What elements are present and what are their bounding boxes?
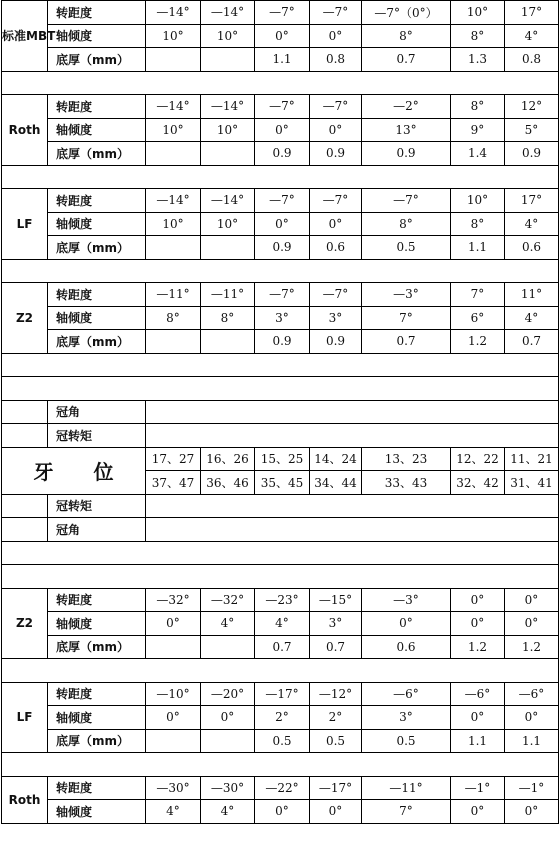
value-cell bbox=[146, 236, 201, 260]
value-cell: 0.8 bbox=[505, 48, 559, 72]
lower-tooth-number: 36、46 bbox=[201, 471, 255, 495]
empty-span-cell bbox=[146, 400, 559, 424]
value-cell: —3° bbox=[362, 588, 451, 612]
value-cell: —14° bbox=[146, 95, 201, 119]
value-cell: 0.9 bbox=[255, 236, 310, 260]
value-cell: 0.7 bbox=[362, 48, 451, 72]
empty-cell bbox=[2, 494, 48, 518]
table-row bbox=[2, 588, 559, 612]
value-cell: 8° bbox=[451, 95, 505, 119]
value-cell: 0° bbox=[201, 706, 255, 730]
row-label: 转距度 bbox=[48, 588, 146, 612]
separator-row bbox=[2, 565, 559, 589]
value-cell: —17° bbox=[310, 776, 362, 800]
value-cell: 2° bbox=[255, 706, 310, 730]
upper-tooth-number: 12、22 bbox=[451, 447, 505, 471]
row-label: 轴倾度 bbox=[48, 118, 146, 142]
value-cell: 0.6 bbox=[505, 236, 559, 260]
lower-tooth-number: 34、44 bbox=[310, 471, 362, 495]
row-label: 轴倾度 bbox=[48, 212, 146, 236]
value-cell: —14° bbox=[146, 1, 201, 25]
value-cell: 0.9 bbox=[255, 330, 310, 354]
value-cell: —12° bbox=[310, 682, 362, 706]
row-label: 底厚（mm） bbox=[48, 142, 146, 166]
value-cell: 8° bbox=[146, 306, 201, 330]
empty-cell bbox=[2, 518, 48, 542]
value-cell: 0° bbox=[146, 706, 201, 730]
value-cell: 3° bbox=[310, 612, 362, 636]
value-cell: —6° bbox=[451, 682, 505, 706]
row-label: 转距度 bbox=[48, 95, 146, 119]
value-cell: 10° bbox=[201, 118, 255, 142]
value-cell: 0° bbox=[255, 118, 310, 142]
value-cell: 0° bbox=[310, 118, 362, 142]
value-cell: 3° bbox=[310, 306, 362, 330]
value-cell: —2° bbox=[362, 95, 451, 119]
row-label: 底厚（mm） bbox=[48, 330, 146, 354]
table-row bbox=[2, 494, 559, 518]
value-cell: 4° bbox=[255, 612, 310, 636]
table-row bbox=[2, 118, 559, 142]
value-cell: —22° bbox=[255, 776, 310, 800]
value-cell: —30° bbox=[201, 776, 255, 800]
empty-separator-cell bbox=[2, 753, 559, 777]
value-cell: —14° bbox=[146, 189, 201, 213]
empty-separator-cell bbox=[2, 659, 559, 683]
empty-separator-cell bbox=[2, 165, 559, 189]
empty-separator-cell bbox=[2, 541, 559, 565]
tooth-position-row bbox=[2, 447, 559, 471]
table-body bbox=[2, 1, 559, 824]
value-cell: 3° bbox=[255, 306, 310, 330]
value-cell bbox=[201, 236, 255, 260]
value-cell: 0.6 bbox=[362, 635, 451, 659]
value-cell: 8° bbox=[451, 24, 505, 48]
upper-tooth-number: 13、23 bbox=[362, 447, 451, 471]
empty-span-cell bbox=[146, 494, 559, 518]
row-label: 转距度 bbox=[48, 189, 146, 213]
value-cell: 6° bbox=[451, 306, 505, 330]
value-cell: —11° bbox=[201, 283, 255, 307]
value-cell: —23° bbox=[255, 588, 310, 612]
value-cell: 0° bbox=[451, 612, 505, 636]
crown-angle-label: 冠角 bbox=[48, 518, 146, 542]
value-cell: —7° bbox=[255, 189, 310, 213]
value-cell: 0.9 bbox=[310, 330, 362, 354]
value-cell: —3° bbox=[362, 283, 451, 307]
value-cell: —6° bbox=[505, 682, 559, 706]
table-row bbox=[2, 95, 559, 119]
value-cell: —7° bbox=[255, 1, 310, 25]
row-label: 转距度 bbox=[48, 776, 146, 800]
crown-angle-label: 冠角 bbox=[48, 400, 146, 424]
table-row bbox=[2, 682, 559, 706]
value-cell: 4° bbox=[505, 24, 559, 48]
value-cell: —32° bbox=[201, 588, 255, 612]
value-cell: 17° bbox=[505, 189, 559, 213]
row-label: 轴倾度 bbox=[48, 706, 146, 730]
row-label: 转距度 bbox=[48, 283, 146, 307]
table-row bbox=[2, 283, 559, 307]
value-cell: —7° bbox=[310, 95, 362, 119]
value-cell: —7° bbox=[310, 1, 362, 25]
value-cell: 7° bbox=[362, 800, 451, 824]
table-row bbox=[2, 800, 559, 824]
bracket-prescription-table bbox=[1, 0, 559, 824]
table-row bbox=[2, 142, 559, 166]
table-row bbox=[2, 400, 559, 424]
value-cell: —7° bbox=[310, 189, 362, 213]
value-cell: 0.7 bbox=[505, 330, 559, 354]
empty-separator-cell bbox=[2, 71, 559, 95]
value-cell: 1.1 bbox=[451, 236, 505, 260]
value-cell: 4° bbox=[201, 612, 255, 636]
value-cell: 0° bbox=[146, 612, 201, 636]
table-row bbox=[2, 518, 559, 542]
value-cell: 0.8 bbox=[310, 48, 362, 72]
tooth-position-title bbox=[2, 447, 146, 494]
system-name: LF bbox=[2, 682, 48, 753]
row-label: 转距度 bbox=[48, 682, 146, 706]
value-cell: —30° bbox=[146, 776, 201, 800]
value-cell: —14° bbox=[201, 1, 255, 25]
value-cell: 10° bbox=[451, 1, 505, 25]
value-cell: 0.5 bbox=[362, 729, 451, 753]
value-cell bbox=[201, 729, 255, 753]
system-name: Z2 bbox=[2, 588, 48, 659]
value-cell: 1.1 bbox=[505, 729, 559, 753]
table-row bbox=[2, 612, 559, 636]
empty-cell bbox=[2, 424, 48, 448]
value-cell: —14° bbox=[201, 189, 255, 213]
separator-row bbox=[2, 71, 559, 95]
lower-tooth-number: 37、47 bbox=[146, 471, 201, 495]
value-cell: 0.5 bbox=[362, 236, 451, 260]
value-cell bbox=[146, 729, 201, 753]
value-cell: 0.9 bbox=[505, 142, 559, 166]
row-label: 底厚（mm） bbox=[48, 236, 146, 260]
value-cell: 0.7 bbox=[255, 635, 310, 659]
value-cell: 1.4 bbox=[451, 142, 505, 166]
value-cell: 4° bbox=[505, 212, 559, 236]
value-cell: 0° bbox=[255, 212, 310, 236]
value-cell: 0° bbox=[255, 24, 310, 48]
value-cell: 9° bbox=[451, 118, 505, 142]
empty-cell bbox=[2, 400, 48, 424]
value-cell: —17° bbox=[255, 682, 310, 706]
value-cell: 0° bbox=[451, 706, 505, 730]
separator-row bbox=[2, 165, 559, 189]
upper-tooth-number: 17、27 bbox=[146, 447, 201, 471]
system-name: Z2 bbox=[2, 283, 48, 354]
empty-separator-cell bbox=[2, 565, 559, 589]
lower-tooth-number: 32、42 bbox=[451, 471, 505, 495]
lower-tooth-number: 33、43 bbox=[362, 471, 451, 495]
value-cell: 10° bbox=[146, 24, 201, 48]
value-cell: —14° bbox=[201, 95, 255, 119]
value-cell: —7° bbox=[310, 283, 362, 307]
value-cell: 7° bbox=[451, 283, 505, 307]
value-cell: 12° bbox=[505, 95, 559, 119]
value-cell: —6° bbox=[362, 682, 451, 706]
upper-tooth-number: 15、25 bbox=[255, 447, 310, 471]
value-cell: 0° bbox=[362, 612, 451, 636]
value-cell: 8° bbox=[201, 306, 255, 330]
value-cell: 10° bbox=[146, 212, 201, 236]
lower-tooth-number: 35、45 bbox=[255, 471, 310, 495]
row-label: 底厚（mm） bbox=[48, 729, 146, 753]
value-cell: 4° bbox=[505, 306, 559, 330]
value-cell: —7° bbox=[255, 283, 310, 307]
value-cell: 8° bbox=[451, 212, 505, 236]
value-cell: 1.3 bbox=[451, 48, 505, 72]
value-cell: 1.1 bbox=[255, 48, 310, 72]
value-cell: —20° bbox=[201, 682, 255, 706]
value-cell: 4° bbox=[146, 800, 201, 824]
value-cell: 1.2 bbox=[505, 635, 559, 659]
empty-span-cell bbox=[146, 424, 559, 448]
value-cell: 0° bbox=[505, 588, 559, 612]
value-cell: 10° bbox=[201, 24, 255, 48]
value-cell: 0.5 bbox=[255, 729, 310, 753]
value-cell: 2° bbox=[310, 706, 362, 730]
value-cell: 4° bbox=[201, 800, 255, 824]
row-label: 底厚（mm） bbox=[48, 48, 146, 72]
value-cell: —15° bbox=[310, 588, 362, 612]
value-cell: 0° bbox=[310, 800, 362, 824]
value-cell: 1.1 bbox=[451, 729, 505, 753]
crown-torque-label: 冠转矩 bbox=[48, 424, 146, 448]
value-cell: 1.2 bbox=[451, 330, 505, 354]
table-row bbox=[2, 424, 559, 448]
value-cell: —10° bbox=[146, 682, 201, 706]
value-cell: 10° bbox=[451, 189, 505, 213]
value-cell: 11° bbox=[505, 283, 559, 307]
value-cell: 0.9 bbox=[255, 142, 310, 166]
system-name: 标准MBT bbox=[2, 1, 48, 72]
crown-torque-label: 冠转矩 bbox=[48, 494, 146, 518]
value-cell: 0.7 bbox=[362, 330, 451, 354]
empty-separator-cell bbox=[2, 377, 559, 401]
separator-row bbox=[2, 377, 559, 401]
value-cell: 0° bbox=[310, 24, 362, 48]
row-label: 底厚（mm） bbox=[48, 635, 146, 659]
value-cell: 0.5 bbox=[310, 729, 362, 753]
value-cell: —32° bbox=[146, 588, 201, 612]
table-row bbox=[2, 48, 559, 72]
value-cell: 10° bbox=[201, 212, 255, 236]
value-cell: 8° bbox=[362, 212, 451, 236]
value-cell bbox=[146, 635, 201, 659]
table-row bbox=[2, 330, 559, 354]
system-name: Roth bbox=[2, 95, 48, 166]
value-cell bbox=[201, 142, 255, 166]
value-cell bbox=[146, 142, 201, 166]
value-cell: —7° bbox=[255, 95, 310, 119]
value-cell: —1° bbox=[451, 776, 505, 800]
value-cell: 0° bbox=[255, 800, 310, 824]
value-cell bbox=[201, 330, 255, 354]
table-row bbox=[2, 24, 559, 48]
upper-tooth-number: 16、26 bbox=[201, 447, 255, 471]
value-cell: 8° bbox=[362, 24, 451, 48]
value-cell: 0.9 bbox=[310, 142, 362, 166]
value-cell: 0.9 bbox=[362, 142, 451, 166]
value-cell: 3° bbox=[362, 706, 451, 730]
value-cell: 0° bbox=[451, 588, 505, 612]
value-cell: 0.7 bbox=[310, 635, 362, 659]
tooth-title-char: 位 bbox=[93, 460, 114, 484]
upper-tooth-number: 11、21 bbox=[505, 447, 559, 471]
empty-separator-cell bbox=[2, 259, 559, 283]
separator-row bbox=[2, 753, 559, 777]
value-cell: 0.6 bbox=[310, 236, 362, 260]
value-cell bbox=[146, 330, 201, 354]
row-label: 转距度 bbox=[48, 1, 146, 25]
system-name: Roth bbox=[2, 776, 48, 823]
table-row bbox=[2, 189, 559, 213]
table-row bbox=[2, 706, 559, 730]
value-cell: 13° bbox=[362, 118, 451, 142]
value-cell: 7° bbox=[362, 306, 451, 330]
value-cell: 10° bbox=[146, 118, 201, 142]
tooth-title-char: 牙 bbox=[33, 460, 54, 484]
row-label: 轴倾度 bbox=[48, 306, 146, 330]
table-row bbox=[2, 212, 559, 236]
row-label: 轴倾度 bbox=[48, 800, 146, 824]
value-cell bbox=[146, 48, 201, 72]
value-cell: 0° bbox=[505, 612, 559, 636]
value-cell: 0° bbox=[505, 800, 559, 824]
table-row bbox=[2, 1, 559, 25]
value-cell: —1° bbox=[505, 776, 559, 800]
table-row bbox=[2, 306, 559, 330]
value-cell: 0° bbox=[505, 706, 559, 730]
empty-separator-cell bbox=[2, 353, 559, 377]
value-cell: —11° bbox=[362, 776, 451, 800]
table-row bbox=[2, 236, 559, 260]
value-cell: —7° bbox=[362, 189, 451, 213]
table-row bbox=[2, 635, 559, 659]
table-row bbox=[2, 729, 559, 753]
value-cell: 0° bbox=[310, 212, 362, 236]
value-cell: 0° bbox=[451, 800, 505, 824]
upper-tooth-number: 14、24 bbox=[310, 447, 362, 471]
separator-row bbox=[2, 259, 559, 283]
value-cell: 17° bbox=[505, 1, 559, 25]
separator-row bbox=[2, 659, 559, 683]
value-cell: —7°（0°） bbox=[362, 1, 451, 25]
lower-tooth-number: 31、41 bbox=[505, 471, 559, 495]
value-cell: 1.2 bbox=[451, 635, 505, 659]
separator-row bbox=[2, 541, 559, 565]
row-label: 轴倾度 bbox=[48, 24, 146, 48]
empty-span-cell bbox=[146, 518, 559, 542]
table-row bbox=[2, 776, 559, 800]
row-label: 轴倾度 bbox=[48, 612, 146, 636]
value-cell: 5° bbox=[505, 118, 559, 142]
value-cell: —11° bbox=[146, 283, 201, 307]
separator-row bbox=[2, 353, 559, 377]
system-name: LF bbox=[2, 189, 48, 260]
value-cell bbox=[201, 635, 255, 659]
value-cell bbox=[201, 48, 255, 72]
